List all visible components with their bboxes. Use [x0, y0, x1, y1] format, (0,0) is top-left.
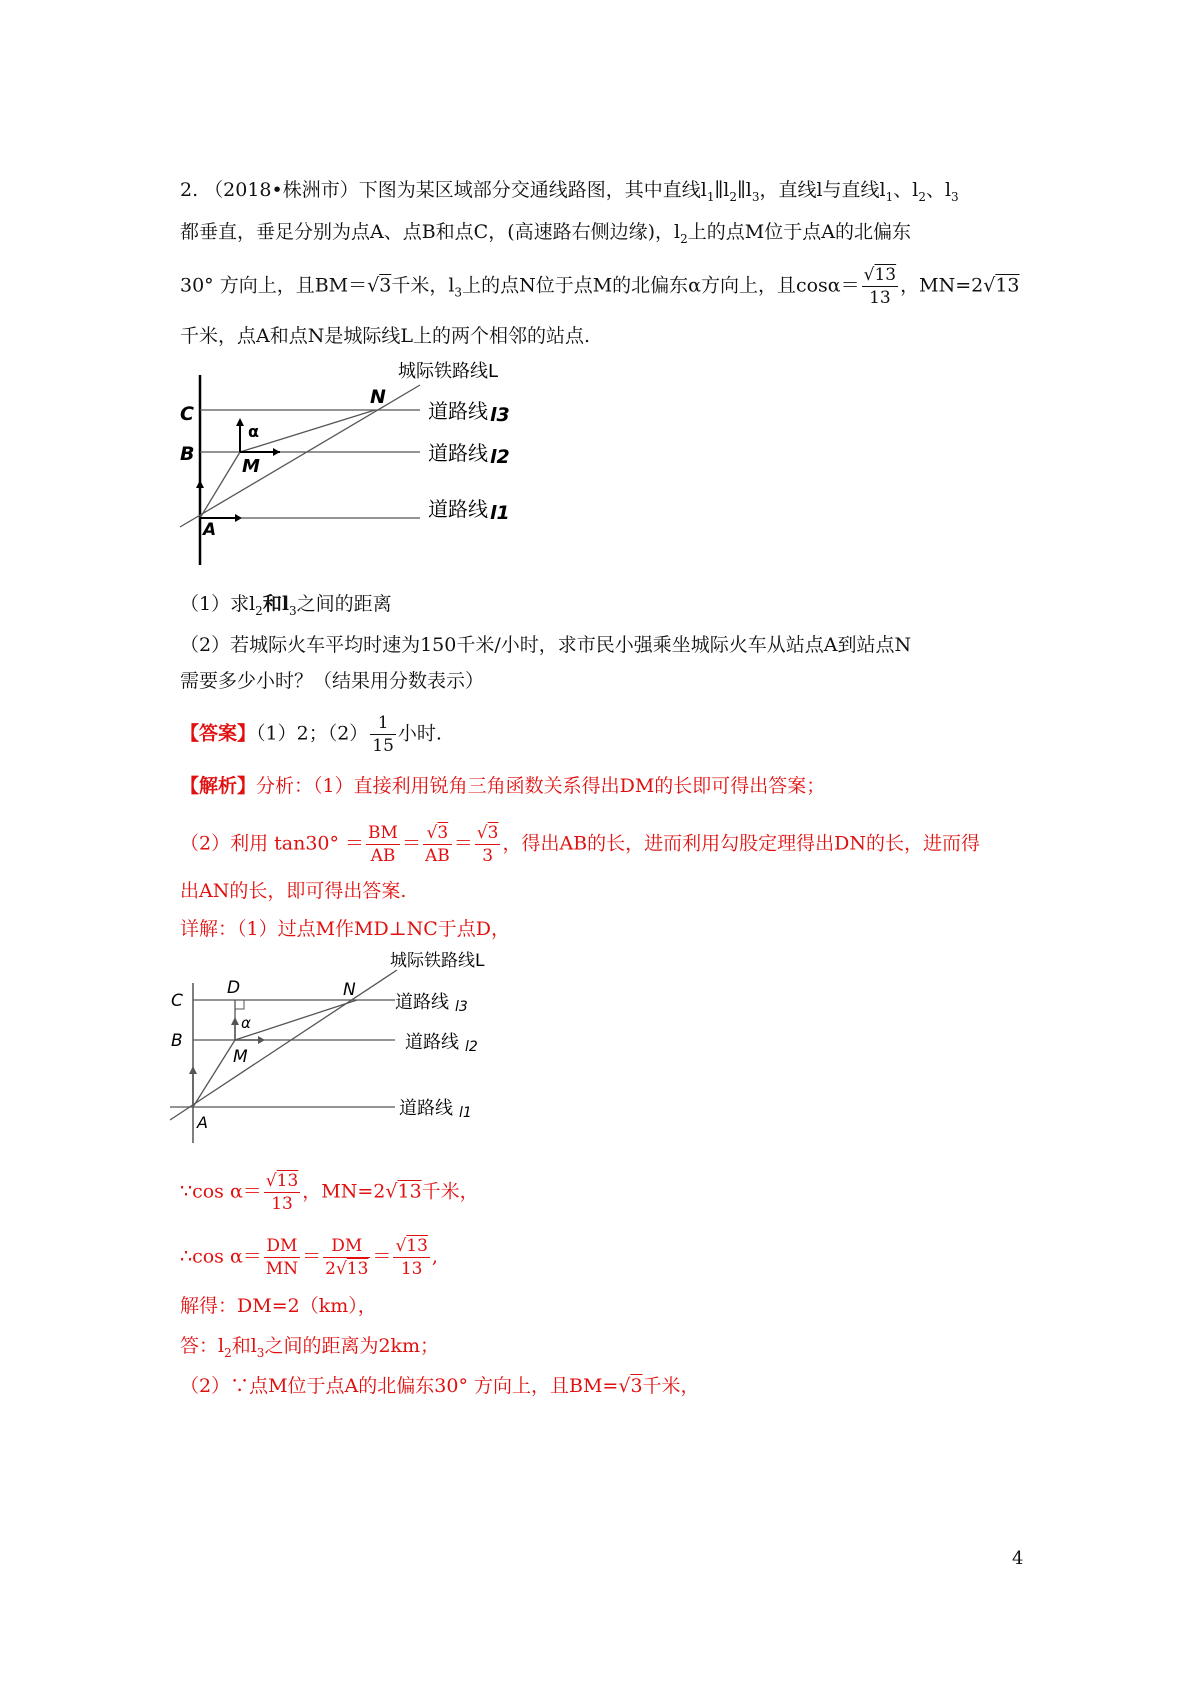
problem-line-4: 千米，点A和点N是城际线L上的两个相邻的站点.	[180, 325, 591, 347]
fraction: $\frac{√3}{3}$	[476, 823, 499, 866]
problem-line-3: 30° 方向上，且BM＝√3千米，$l_3$上的点N位于点M的北偏东α方向上，且cosα＝ $\frac{√13}{13}$ ，MN=2√13	[180, 265, 1020, 308]
arrow-head-icon	[235, 514, 242, 522]
analysis-line-1: 【解析】分析：（1）直接利用锐角三角函数关系得出DM的长即可得出答案；	[180, 775, 826, 797]
label-C: C	[171, 991, 183, 1011]
road-label-3: 道路线	[428, 399, 488, 423]
fraction: $\frac{√13}{13}$	[395, 1236, 428, 1279]
arrow-head-icon	[273, 448, 280, 456]
segment-MN	[240, 410, 375, 452]
right-angle-mark	[235, 1000, 244, 1009]
answer-line: 【答案】（1）2；（2） $\frac{1}{15}$ 小时.	[180, 713, 442, 756]
arrow-head-icon	[236, 418, 244, 426]
calc-line-2: ∴cos α＝ $\frac{DM}{MN}$ ＝ $\frac{DM}{2√13}$ ＝ $\frac{√13}{13}$ ,	[180, 1236, 438, 1279]
road-label-l3: l3	[455, 999, 468, 1015]
analysis-line-3: 出AN的长，即可得出答案.	[180, 880, 407, 902]
fraction: $\frac{DM}{2√13}$	[325, 1236, 369, 1279]
label-A: A	[197, 1113, 208, 1132]
segment-AM	[193, 1040, 235, 1107]
fraction: $\frac{BM}{AB}$	[368, 823, 398, 866]
segment-MN	[235, 1000, 357, 1040]
label-N: N	[370, 386, 386, 408]
fig2-title: 城际铁路线L	[390, 951, 485, 971]
cos-fraction: $\frac{√13}{13}$	[863, 265, 897, 308]
label-M: M	[233, 1047, 248, 1067]
segment-AM	[200, 452, 240, 518]
detail-line-1: 详解：（1）过点M作MD⊥NC于点D，	[180, 918, 510, 940]
arrow-head-icon	[258, 1036, 265, 1044]
road-label-1: 道路线	[399, 1098, 453, 1119]
arrow-head-icon	[231, 1017, 239, 1025]
label-B: B	[180, 443, 195, 465]
calc-line-4: 答：$l_2$和$l_3$之间的距离为2km；	[180, 1335, 440, 1360]
calc-line-5: （2）∵点M位于点A的北偏东30° 方向上，且BM=√3千米，	[180, 1375, 700, 1397]
fraction: $\frac{DM}{MN}$	[265, 1236, 299, 1279]
answer-fraction: $\frac{1}{15}$	[372, 713, 394, 756]
label-N: N	[343, 980, 356, 1000]
analysis-line-2: （2）利用 tan30° ＝ $\frac{BM}{AB}$ ＝ $\frac{√3}{AB}$ ＝ $\frac{√3}{3}$ ，得出AB的长，进而利用勾股定理得出DN的长，进而得	[180, 823, 980, 866]
page-number: 4	[1012, 1548, 1024, 1569]
arrow-head-icon	[189, 1066, 197, 1074]
problem-line-1: 2. （2018•株洲市）下图为某区域部分交通线路图，其中直线$l_1\parallel l_2\parallel l_3$，直线l与直线$l_1$、$l_2$、$l_3$	[180, 179, 959, 204]
label-M: M	[242, 456, 260, 477]
label-B: B	[171, 1031, 183, 1051]
fraction: $\frac{√13}{13}$	[265, 1171, 299, 1214]
calc-line-1: ∵cos α＝ $\frac{√13}{13}$ ，MN=2√13千米，	[180, 1171, 479, 1214]
road-label-l2: l2	[465, 1039, 478, 1055]
road-label-1: 道路线	[428, 497, 488, 521]
road-label-3: 道路线	[395, 992, 449, 1013]
traffic-diagram-2	[165, 948, 505, 1148]
question-2-line-2: 需要多少小时？（结果用分数表示）	[180, 670, 485, 692]
fraction: $\frac{√3}{AB}$	[424, 823, 450, 866]
calc-line-3: 解得：DM=2（km），	[180, 1295, 377, 1317]
label-C: C	[180, 403, 194, 425]
problem-line-2: 都垂直，垂足分别为点A、点B和点C，(高速路右侧边缘)，$l_2$上的点M位于点A的北偏东	[180, 221, 911, 246]
question-1: （1）求$l_2$和$l_3$之间的距离	[180, 593, 392, 618]
arrow-head-icon	[196, 480, 204, 488]
question-2-line-1: （2）若城际火车平均时速为150千米/小时，求市民小强乘坐城际火车从站点A到站点N	[180, 634, 912, 656]
traffic-diagram-1	[170, 355, 530, 570]
intercity-railway-line	[170, 970, 397, 1120]
road-label-l1: l1	[459, 1105, 472, 1121]
road-label-l3: l3	[490, 404, 510, 426]
label-alpha: α	[248, 422, 259, 441]
label-alpha: α	[241, 1014, 251, 1032]
label-D: D	[227, 978, 241, 998]
road-label-l1: l1	[490, 502, 510, 524]
road-label-2: 道路线	[428, 441, 488, 465]
road-label-2: 道路线	[405, 1032, 459, 1053]
road-label-l2: l2	[490, 446, 510, 468]
fig1-title: 城际铁路线L	[398, 361, 499, 382]
label-A: A	[203, 520, 217, 540]
